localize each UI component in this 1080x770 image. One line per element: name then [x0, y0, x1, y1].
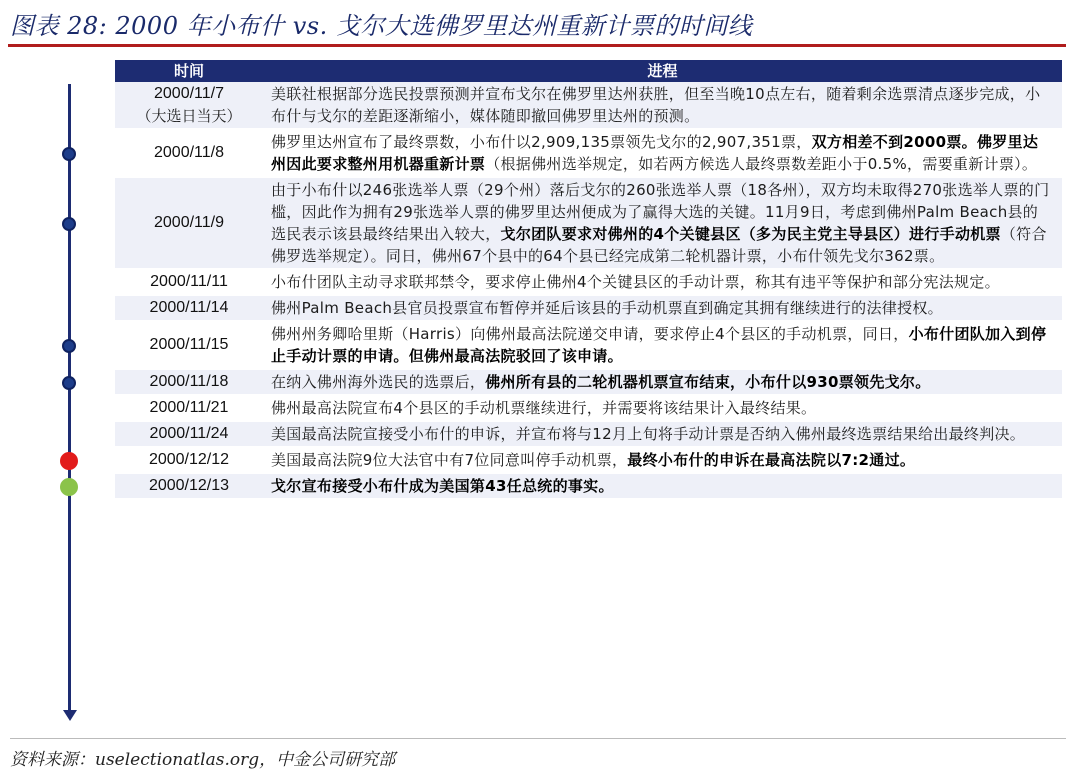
source-note: 资料来源：uselectionatlas.org，中金公司研究部 — [10, 738, 1066, 770]
table-row — [115, 178, 1062, 270]
table-row — [115, 82, 1062, 130]
timeline — [62, 84, 78, 724]
table-body — [115, 82, 1062, 500]
header-progress: 进程 — [647, 62, 678, 80]
row-progress — [263, 448, 1062, 472]
progress-text: 由于小布什以246张选举人票（29个州）落后戈尔的260张选举人票（18各州），双方均未取得270张选举人票的门槛，因此作为拥有29张选举人票的佛罗里达州便成为了赢得大选的关键。11月9日，考虑到佛州Palm Beach县的选民表示该县最终结果出入较大， — [271, 181, 1050, 243]
row-date-text: 2000/12/12 — [148, 451, 230, 468]
table-row — [115, 130, 1062, 178]
table-row — [115, 370, 1062, 396]
row-date-text: 2000/11/11 — [150, 273, 228, 290]
table-row — [115, 448, 1062, 474]
timeline-dot-blue — [62, 217, 76, 231]
row-date-sub: （大选日当天） — [136, 107, 242, 125]
progress-text: 美联社根据部分选民投票预测并宣布戈尔在佛罗里达州获胜，但至当晚10点左右，随着剩余选票清点逐步完成，小布什与戈尔的差距逐渐缩小，媒体随即撤回佛罗里达州的预测。 — [271, 85, 1041, 125]
row-date-text: 2000/11/18 — [149, 373, 229, 390]
row-progress — [263, 422, 1062, 446]
progress-text: （根据佛州选举规定，如若两方候选人最终票数差距小于0.5%，需要重新计票）。 — [485, 155, 1038, 173]
progress-text-bold: 最终小布什的申诉在最高法院以7:2通过。 — [627, 451, 916, 469]
row-progress — [263, 322, 1062, 368]
row-progress — [263, 474, 1062, 498]
timeline-dot-blue — [62, 376, 76, 390]
progress-text: 在纳入佛州海外选民的选票后， — [271, 373, 486, 391]
row-date-text: 2000/11/21 — [149, 399, 229, 416]
timeline-dot-blue — [62, 147, 76, 161]
row-date — [115, 425, 263, 443]
page-title: 图表 28: 2000 年小布什 vs. 戈尔大选佛罗里达州重新计票的时间线 — [10, 12, 753, 40]
table-row — [115, 422, 1062, 448]
row-progress — [263, 130, 1062, 176]
row-date — [115, 85, 263, 126]
row-date — [115, 399, 263, 417]
table-row — [115, 396, 1062, 422]
progress-text-bold: 小布什团队加入到停止手动计票的申请。但佛州最高法院驳回了该申请。 — [271, 325, 1047, 365]
timeline-table — [115, 60, 1062, 500]
row-date — [115, 373, 263, 391]
timeline-dot-blue — [62, 339, 76, 353]
progress-text: 佛州Palm Beach县官员投票宣布暂停并延后该县的手动机票直到确定其拥有继续进行的法律授权。 — [271, 299, 943, 317]
row-date — [115, 477, 263, 495]
progress-text: 佛罗里达州宣布了最终票数，小布什以2,909,135票领先戈尔的2,907,351票， — [271, 133, 812, 151]
progress-text: （符合佛罗选举规定）。同日，佛州67个县中的64个县已经完成第二轮机器计票，小布什领先戈尔362票。 — [271, 225, 1047, 265]
row-date-text: 2000/12/13 — [148, 477, 230, 494]
progress-text-bold: 双方相差不到2000票。佛罗里达州因此要求整州用机器重新计票 — [271, 133, 1039, 173]
progress-text-bold: 戈尔团队要求对佛州的4个关键县区（多为民主党主导县区）进行手动机票 — [500, 225, 1001, 243]
progress-text-bold: 戈尔宣布接受小布什成为美国第43任总统的事实。 — [271, 477, 614, 495]
row-date-text: 2000/11/14 — [149, 299, 229, 316]
timeline-arrow-icon — [63, 710, 77, 721]
progress-text-bold: 佛州所有县的二轮机器机票宣布结束，小布什以930票领先戈尔。 — [485, 373, 931, 391]
row-date — [115, 214, 263, 232]
timeline-dot-green — [60, 478, 78, 496]
header-date: 时间 — [173, 62, 204, 80]
row-date — [115, 336, 263, 354]
row-date — [115, 273, 263, 291]
progress-text: 美国最高法院宣接受小布什的申诉，并宣布将与12月上旬将手动计票是否纳入佛州最终选票结果给出最终判决。 — [271, 425, 1026, 443]
row-date-text: 2000/11/24 — [149, 425, 229, 442]
progress-text: 美国最高法院9位大法官中有7位同意叫停手动机票， — [271, 451, 628, 469]
row-date — [115, 299, 263, 317]
row-date-text: 2000/11/8 — [154, 144, 224, 161]
title-divider — [8, 44, 1066, 47]
row-progress — [263, 396, 1062, 420]
table-row — [115, 474, 1062, 500]
timeline-dot-red — [60, 452, 78, 470]
table-row — [115, 322, 1062, 370]
row-date-text: 2000/11/9 — [154, 214, 224, 231]
table-header — [115, 60, 1062, 82]
row-date — [115, 144, 263, 162]
table-row — [115, 270, 1062, 296]
progress-text: 小布什团队主动寻求联邦禁令，要求停止佛州4个关键县区的手动计票，称其有违平等保护和部分宪法规定。 — [271, 273, 1000, 291]
progress-text: 佛州州务卿哈里斯（Harris）向佛州最高法院递交申请，要求停止4个县区的手动机票，同日， — [271, 325, 909, 343]
row-date-text: 2000/11/7 — [154, 84, 224, 102]
row-date-text: 2000/11/15 — [149, 336, 229, 353]
row-date — [115, 451, 263, 469]
row-progress — [263, 178, 1062, 268]
progress-text: 佛州最高法院宣布4个县区的手动机票继续进行，并需要将该结果计入最终结果。 — [271, 399, 817, 417]
row-progress — [263, 370, 1062, 394]
row-progress — [263, 270, 1062, 294]
table-row — [115, 296, 1062, 322]
row-progress — [263, 296, 1062, 320]
row-progress — [263, 82, 1062, 128]
timeline-line — [68, 84, 71, 714]
